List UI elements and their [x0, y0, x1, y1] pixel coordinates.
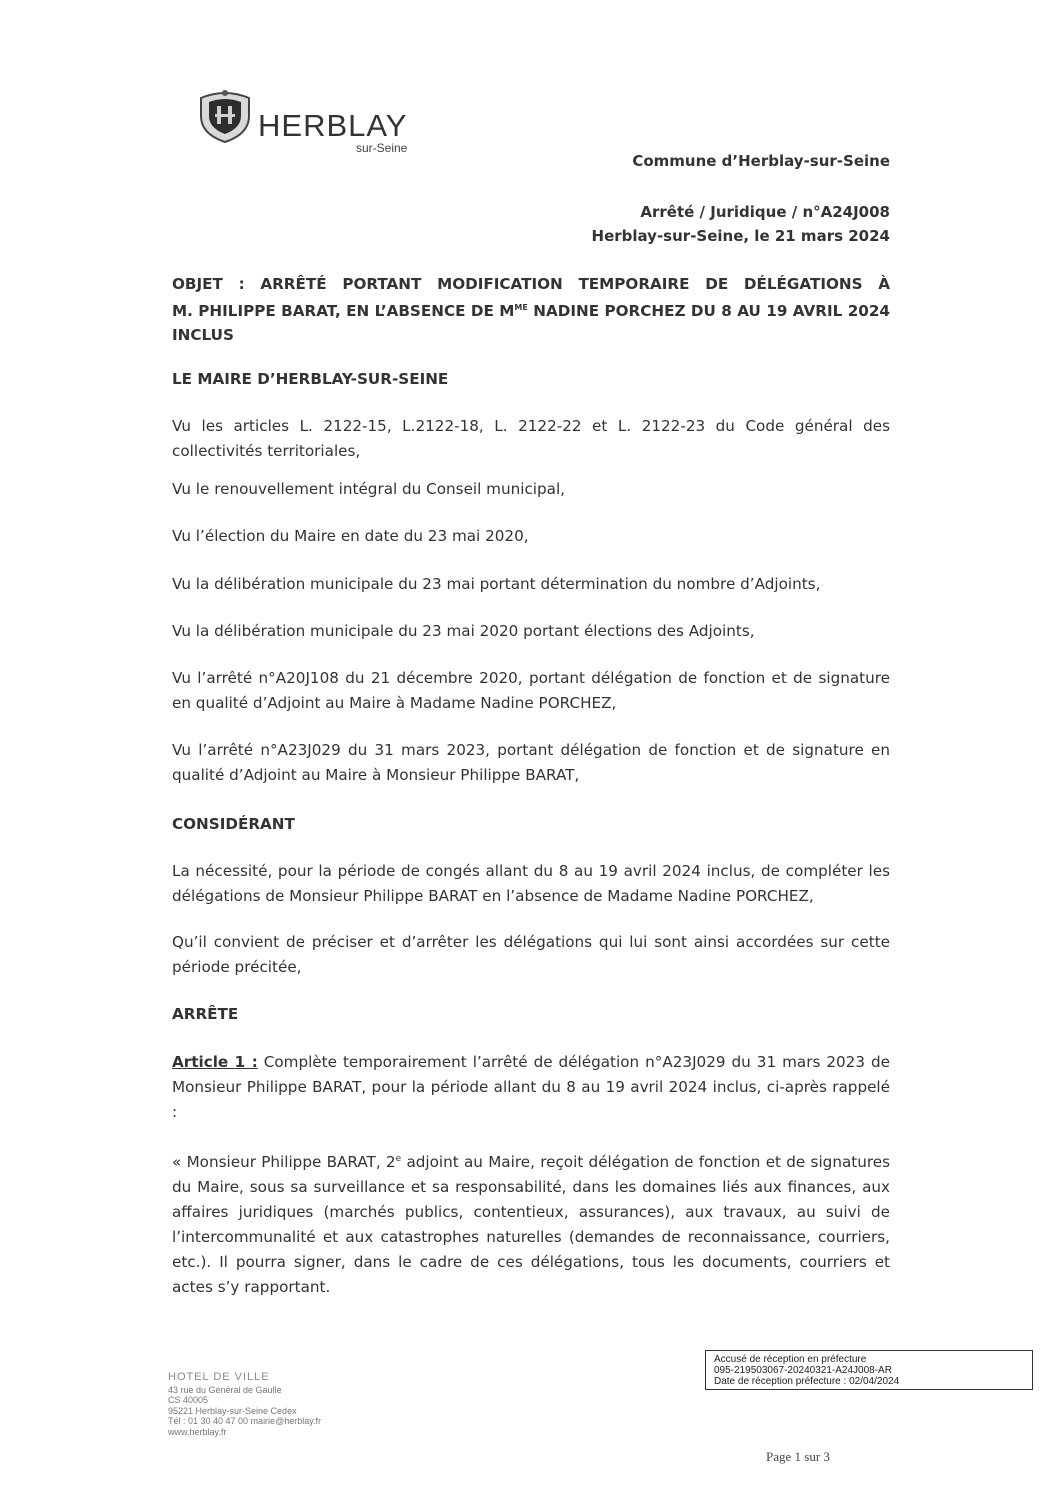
objet-block	[172, 272, 890, 347]
article-1-text: Complète temporairement l’arrêté de délégation n°A23J029 du 31 mars 2023 de Monsieur Philippe BARAT, pour la période allant du 8 au 19 avril 2024 inclus, ci-après rappelé :	[172, 1053, 890, 1121]
vu-arrete-porchez: Vu l’arrêté n°A20J108 du 21 décembre 2020, portant délégation de fonction et de signature en qualité d’Adjoint au Maire à Madame Nadine PORCHEZ,	[172, 669, 890, 712]
hotel-de-ville: HOTEL DE VILLE	[168, 1371, 270, 1383]
objet-line-2: M. PHILIPPE BARAT, EN L’ABSENCE DE $M^{ME}$ NADINE PORCHEZ DU 8 AU 19 AVRIL 2024	[172, 302, 890, 321]
website-line: www.herblay.fr	[168, 1426, 227, 1437]
arrete-heading: ARRÊTE	[172, 1005, 239, 1023]
objet-line-1: OBJET : ARRÊTÉ PORTANT MODIFICATION TEMPORAIRE DE DÉLÉGATIONS À	[172, 275, 890, 293]
stamp-line-3: Date de réception préfecture : 02/04/2024	[714, 1376, 900, 1387]
coat-of-arms-icon	[195, 88, 255, 144]
article-1	[172, 1050, 890, 1125]
vu-articles: Vu les articles L. 2122-15, L.2122-18, L. 2122-22 et L. 2122-23 du Code général des collectivités territoriales,	[172, 417, 890, 460]
considerant-preciser: Qu’il convient de préciser et d’arrêter les délégations qui lui sont ainsi accordées sur cette période précitée,	[172, 933, 890, 976]
vu-deliberation-elections: Vu la délibération municipale du 23 mai 2020 portant élections des Adjoints,	[172, 622, 755, 640]
vu-arrete-barat: Vu l’arrêté n°A23J029 du 31 mars 2023, portant délégation de fonction et de signature en qualité d’Adjoint au Maire à Monsieur Philippe BARAT,	[172, 741, 890, 784]
place-and-date: Herblay-sur-Seine, le 21 mars 2024	[591, 227, 890, 245]
considerant-necessite: La nécessité, pour la période de congés allant du 8 au 19 avril 2024 inclus, de compléter les délégations de Monsieur Philippe BARAT en l’absence de Madame Nadine PORCHEZ,	[172, 862, 890, 905]
vu-deliberation-nombre: Vu la délibération municipale du 23 mai portant détermination du nombre d’Adjoints,	[172, 575, 821, 593]
address-line-1: 43 rue du Général de Gaulle	[168, 1384, 282, 1395]
logo-wordmark: HERBLAY	[258, 108, 408, 143]
objet-line-3: INCLUS	[172, 326, 234, 345]
page-number: Page 1 sur 3	[766, 1449, 830, 1464]
address-line-3: 95221 Herblay-sur-Seine Cedex	[168, 1405, 297, 1416]
vu-election: Vu l’élection du Maire en date du 23 mai 2020,	[172, 527, 529, 545]
stamp-line-2: 095-219503067-20240321-A24J008-AR	[714, 1365, 892, 1376]
vu-renouvellement: Vu le renouvellement intégral du Conseil municipal,	[172, 480, 566, 498]
le-maire-heading: LE MAIRE D’HERBLAY-SUR-SEINE	[172, 370, 449, 388]
article-1-label: Article 1 :	[172, 1053, 258, 1071]
address-line-2: CS 40005	[168, 1395, 209, 1405]
logo-subtitle: sur-Seine	[356, 141, 408, 155]
prefecture-receipt-stamp	[705, 1350, 1033, 1390]
reference-number: Arrêté / Juridique / n°A24J008	[640, 203, 890, 221]
delegation-quote: « Monsieur Philippe BARAT, 2e adjoint au Maire, reçoit délégation de fonction et de signatures du Maire, sous sa surveillance et sa responsabilité, dans les domaines liés aux finances, aux affaires juridiques (marchés publics, contentieux, assurances), aux travaux, au suivi de l’intercommunalité et aux catastrophes naturelles (demandes de reconnaissance, courriers, etc.). Il pourra signer, dans le cadre de ces délégations, tous les documents, courriers et actes s’y rapportant.	[172, 1153, 891, 1297]
stamp-line-1: Accusé de réception en préfecture	[714, 1354, 867, 1365]
contact-line: Tél : 01 30 40 47 00 mairie@herblay.fr	[168, 1416, 322, 1426]
footer-address	[168, 1372, 321, 1437]
commune-name: Commune d’Herblay-sur-Seine	[632, 152, 890, 170]
considerant-heading: CONSIDÉRANT	[172, 815, 295, 833]
